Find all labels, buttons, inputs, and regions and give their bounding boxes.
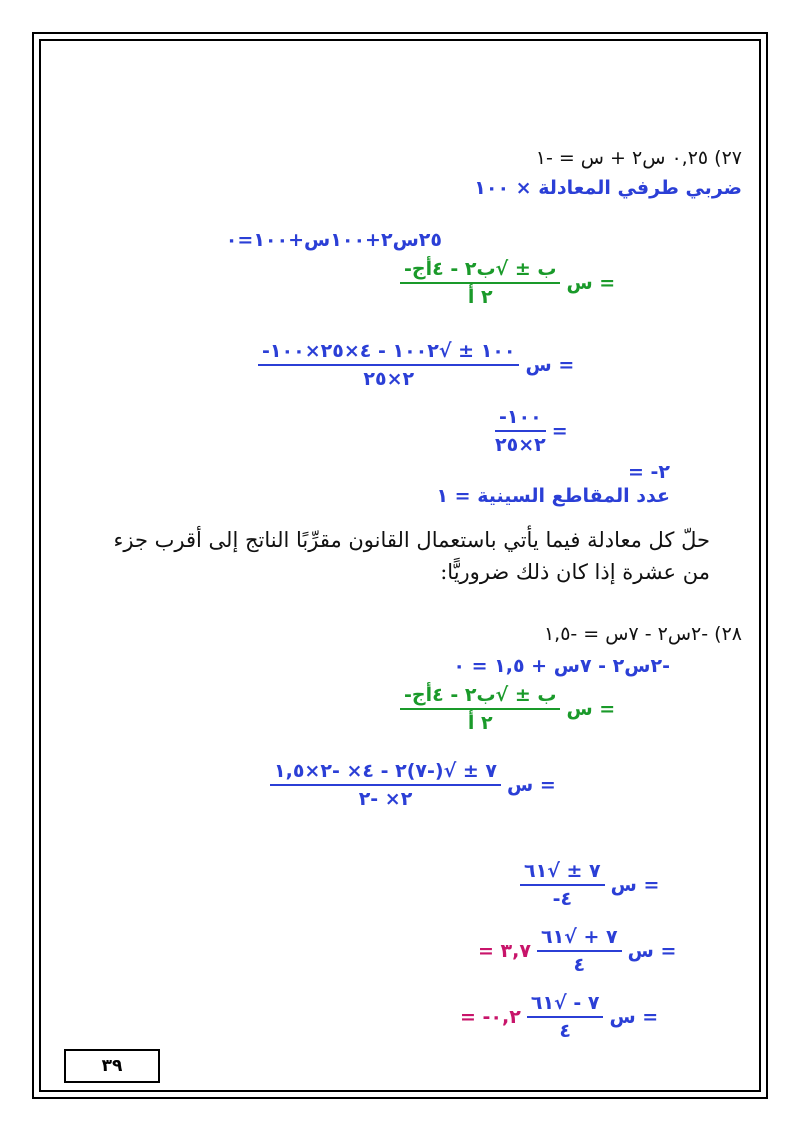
- root1-denominator: ٤: [573, 954, 586, 976]
- formula-numerator: -ب ± √ب٢ - ٤أج: [400, 684, 560, 710]
- problem-28-simplified: [520, 860, 659, 910]
- problem-28-root-1: [478, 926, 676, 976]
- problem-27-substitution: [258, 340, 574, 390]
- root1-lhs: س =: [627, 940, 677, 962]
- formula-denominator: ٢ أ: [467, 286, 493, 308]
- substitution-lhs: س =: [525, 354, 575, 376]
- root2-lhs: س =: [609, 1006, 659, 1028]
- substitution-numerator: -١٠٠ ± √١٠٠٢ - ٤×٢٥×١٠٠: [258, 340, 519, 366]
- formula-fraction: [400, 258, 560, 308]
- root1-value: = ٣,٧: [478, 940, 531, 962]
- problem-27-x-intercepts: عدد المقاطع السينية = ١: [436, 485, 670, 507]
- problem-27-quadratic-formula: [400, 258, 615, 308]
- problem-27-standard-form: ٢٥س٢+١٠٠س+١٠٠=٠: [225, 229, 442, 251]
- formula-denominator: ٢ أ: [467, 712, 493, 734]
- problem-28-quadratic-formula: [400, 684, 615, 734]
- formula-lhs: س =: [566, 698, 616, 720]
- formula-fraction: [400, 684, 560, 734]
- simplified-fraction: [520, 860, 605, 910]
- problem-28-statement: ٢٨) -٢س٢ - ٧س = -١,٥: [543, 623, 742, 645]
- problem-28-standard-form: -٢س٢ - ٧س + ١,٥ = ٠: [453, 655, 670, 677]
- problem-28-root-2: [460, 992, 658, 1042]
- section-instruction: حلّ كل معادلة فيما يأتي باستعمال القانون مقرِّبًا الناتج إلى أقرب جزء من عشرة إذا كان ذلك ضروريًّا:: [113, 528, 710, 584]
- root2-denominator: ٤: [559, 1020, 571, 1042]
- simplified-lhs: =: [551, 420, 568, 442]
- simplified-numerator: -١٠٠: [495, 406, 546, 432]
- simplified-denominator: -٤: [552, 888, 573, 910]
- simplified-denominator: ٢×٢٥: [495, 434, 546, 456]
- root2-value: = -٠,٢: [460, 1006, 521, 1028]
- problem-27-statement: ٢٧) ٠,٢٥ س٢ + س = -١: [535, 147, 742, 169]
- problem-27-multiply-step: ضربي طرفي المعادلة × ١٠٠: [474, 177, 742, 199]
- problem-28-substitution: [270, 760, 556, 810]
- substitution-denominator: ٢×٢٥: [363, 368, 415, 390]
- substitution-fraction: [270, 760, 501, 810]
- simplified-lhs: س =: [610, 874, 660, 896]
- page-number: ٣٩: [64, 1049, 160, 1083]
- substitution-numerator: ٧ ± √(-٧)٢ - ٤× -٢×١,٥: [270, 760, 501, 786]
- problem-27-simplified: [495, 406, 568, 456]
- formula-lhs: س =: [566, 272, 616, 294]
- problem-27-result: = -٢: [627, 461, 670, 483]
- substitution-lhs: س =: [507, 774, 556, 796]
- substitution-fraction: [258, 340, 519, 390]
- root1-fraction: [537, 926, 622, 976]
- root2-numerator: ٧ - √٦١: [527, 992, 604, 1018]
- simplified-fraction: [495, 406, 546, 456]
- formula-numerator: -ب ± √ب٢ - ٤أج: [400, 258, 560, 284]
- root1-numerator: ٧ + √٦١: [537, 926, 622, 952]
- substitution-denominator: ٢× -٢: [358, 788, 413, 810]
- simplified-numerator: ٧ ± √٦١: [520, 860, 605, 886]
- root2-fraction: [527, 992, 604, 1042]
